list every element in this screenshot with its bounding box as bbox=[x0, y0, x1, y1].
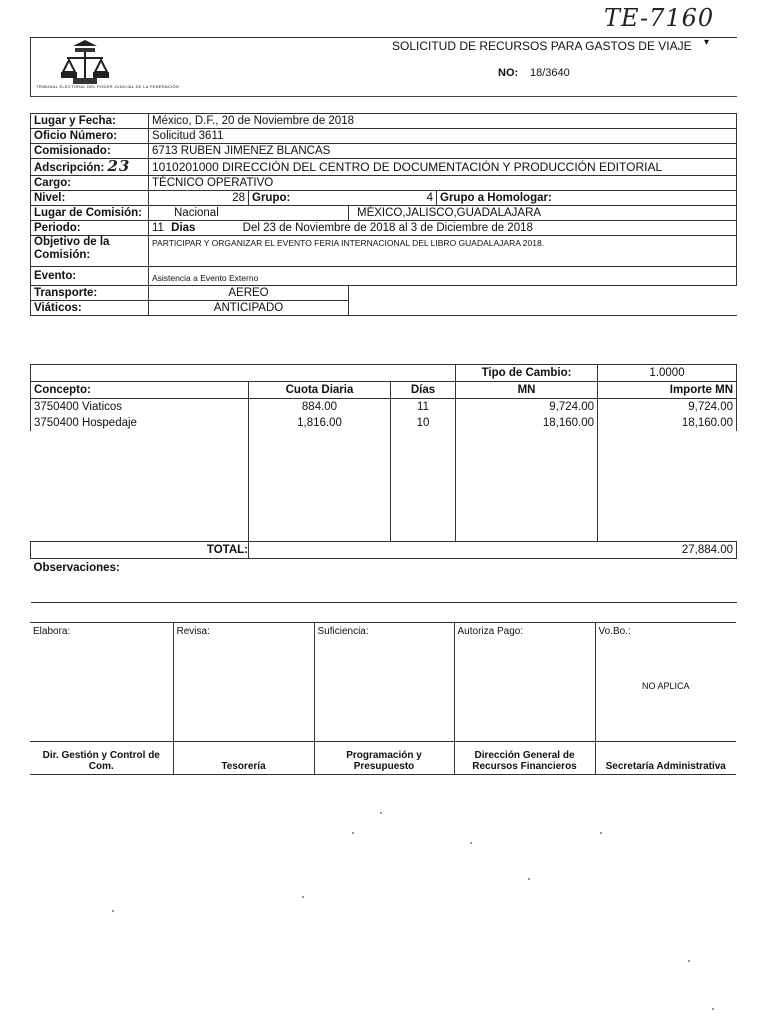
nivel-label: Nivel: bbox=[31, 191, 149, 206]
scan-speck bbox=[528, 878, 530, 880]
scan-speck bbox=[470, 842, 472, 844]
viaticos-blank bbox=[349, 301, 737, 316]
row-nivel bbox=[31, 191, 737, 206]
total-label: TOTAL: bbox=[31, 542, 249, 559]
grupo-homologar-label: Grupo a Homologar: bbox=[437, 191, 737, 206]
row-adscripcion bbox=[31, 159, 737, 176]
row-dias: 11 bbox=[391, 399, 456, 416]
comisionado-value: 6713 RUBEN JIMENEZ BLANCAS bbox=[149, 144, 737, 159]
exchange-rate-label: Tipo de Cambio: bbox=[456, 365, 598, 382]
evento-label: Evento: bbox=[31, 267, 149, 286]
row-oficio bbox=[31, 129, 737, 144]
viaticos-label: Viáticos: bbox=[31, 301, 149, 316]
exchange-rate-value: 1.0000 bbox=[598, 365, 737, 382]
row-viaticos bbox=[31, 301, 737, 316]
oficio-value: Solicitud 3611 bbox=[149, 129, 737, 144]
concepts-header-row bbox=[31, 382, 737, 399]
scan-speck bbox=[712, 1008, 714, 1010]
lugar-comision-value: Nacional bbox=[149, 206, 349, 221]
row-evento bbox=[31, 267, 737, 286]
periodo-days-label: Dias bbox=[171, 222, 196, 234]
nivel-value: 28 bbox=[149, 191, 249, 206]
signature-headers-row bbox=[30, 623, 736, 742]
lugar-fecha-label: Lugar y Fecha: bbox=[31, 114, 149, 129]
oficio-label: Oficio Número: bbox=[31, 129, 149, 144]
scan-speck bbox=[352, 832, 354, 834]
adscripcion-label: Adscripción: bbox=[34, 162, 105, 174]
row-mn: 18,160.00 bbox=[456, 415, 598, 431]
sig-elabora: Elabora: bbox=[30, 623, 173, 742]
sig-footer-programacion: Programación y Presupuesto bbox=[314, 742, 454, 775]
request-details-table bbox=[30, 113, 737, 316]
adscripcion-value: 1010201000 DIRECCIÓN DEL CENTRO DE DOCUMENTACIÓN Y PRODUCCIÓN EDITORIAL bbox=[149, 159, 737, 176]
sig-footer-gestion: Dir. Gestión y Control de Com. bbox=[30, 742, 173, 775]
comisionado-label: Comisionado: bbox=[31, 144, 149, 159]
row-mn: 9,724.00 bbox=[456, 399, 598, 416]
transporte-value: AEREO bbox=[149, 286, 349, 301]
objetivo-value: PARTICIPAR Y ORGANIZAR EL EVENTO FERIA INTERNACIONAL DEL LIBRO GUADALAJARA 2018. bbox=[149, 236, 737, 267]
row-concepto: 3750400 Hospedaje bbox=[31, 415, 249, 431]
sig-footer-secretaria: Secretaría Administrativa bbox=[595, 742, 736, 775]
total-row bbox=[31, 542, 737, 559]
row-comisionado bbox=[31, 144, 737, 159]
title-mark: ▾ bbox=[704, 37, 710, 48]
cargo-value: TÉCNICO OPERATIVO bbox=[149, 176, 737, 191]
lugar-comision-destination: MÉXICO,JALISCO,GUADALAJARA bbox=[349, 206, 737, 221]
signature-footers-row bbox=[30, 742, 736, 775]
objetivo-label-cell bbox=[31, 236, 149, 267]
adscripcion-handwritten-mark: 23 bbox=[107, 158, 131, 175]
observaciones-row bbox=[31, 559, 737, 603]
transporte-blank bbox=[349, 286, 737, 301]
scan-speck bbox=[380, 812, 382, 814]
observaciones-label: Observaciones: bbox=[31, 559, 737, 603]
grupo-value: 4 bbox=[349, 191, 437, 206]
periodo-range: Del 23 de Noviembre de 2018 al 3 de Diciembre de 2018 bbox=[242, 222, 533, 234]
scan-speck bbox=[302, 896, 304, 898]
scan-speck bbox=[688, 960, 690, 962]
table-row bbox=[31, 399, 737, 416]
sig-vobo: Vo.Bo.: bbox=[598, 626, 631, 637]
expense-concepts-table bbox=[30, 364, 737, 603]
periodo-days: 11 bbox=[152, 222, 164, 234]
periodo-label: Periodo: bbox=[31, 221, 149, 236]
objetivo-label-line1: Objetivo de la bbox=[34, 236, 110, 248]
adscripcion-cell bbox=[31, 159, 149, 176]
row-importe: 9,724.00 bbox=[598, 399, 737, 416]
cargo-label: Cargo: bbox=[31, 176, 149, 191]
row-cuota: 884.00 bbox=[249, 399, 391, 416]
row-cuota: 1,816.00 bbox=[249, 415, 391, 431]
sig-footer-tesoreria: Tesorería bbox=[173, 742, 314, 775]
row-periodo bbox=[31, 221, 737, 236]
signatures-table bbox=[30, 622, 736, 775]
total-value: 27,884.00 bbox=[249, 542, 737, 559]
lugar-fecha-value: México, D.F., 20 de Noviembre de 2018 bbox=[149, 114, 737, 129]
periodo-cell bbox=[149, 221, 737, 236]
document-title: SOLICITUD DE RECURSOS PARA GASTOS DE VIAJE bbox=[392, 39, 692, 53]
scan-speck bbox=[112, 910, 114, 912]
row-lugar-comision bbox=[31, 206, 737, 221]
header-importe-mn: Importe MN bbox=[598, 382, 737, 399]
row-lugar-fecha bbox=[31, 114, 737, 129]
lugar-comision-label: Lugar de Comisión: bbox=[31, 206, 149, 221]
request-number-value: 18/3640 bbox=[530, 67, 570, 79]
evento-value: Asistencia a Evento Externo bbox=[149, 267, 737, 286]
sig-autoriza-pago: Autoriza Pago: bbox=[454, 623, 595, 742]
header-concepto: Concepto: bbox=[31, 382, 249, 399]
request-number-label: NO: bbox=[498, 67, 519, 79]
handwritten-reference-code: TE-7160 bbox=[604, 4, 715, 32]
scan-speck bbox=[600, 832, 602, 834]
header-dias: Días bbox=[391, 382, 456, 399]
transporte-label: Transporte: bbox=[31, 286, 149, 301]
row-objetivo bbox=[31, 236, 737, 267]
header-cuota-diaria: Cuota Diaria bbox=[249, 382, 391, 399]
viaticos-value: ANTICIPADO bbox=[149, 301, 349, 316]
logo-caption: TRIBUNAL ELECTORAL DEL PODER JUDICIAL DE LA FEDERACIÓN bbox=[36, 84, 180, 89]
row-dias: 10 bbox=[391, 415, 456, 431]
grupo-label: Grupo: bbox=[252, 192, 291, 204]
grupo-cell bbox=[249, 191, 349, 206]
row-transporte bbox=[31, 286, 737, 301]
table-row bbox=[31, 415, 737, 431]
exchange-rate-blank bbox=[31, 365, 456, 382]
sig-revisa: Revisa: bbox=[173, 623, 314, 742]
concepts-empty-space bbox=[31, 431, 737, 542]
objetivo-label-line2: Comisión: bbox=[34, 249, 91, 261]
row-cargo bbox=[31, 176, 737, 191]
header-mn: MN bbox=[456, 382, 598, 399]
sig-suficiencia: Suficiencia: bbox=[314, 623, 454, 742]
sig-vobo-cell bbox=[595, 623, 736, 742]
row-concepto: 3750400 Viaticos bbox=[31, 399, 249, 416]
exchange-rate-row bbox=[31, 365, 737, 382]
row-importe: 18,160.00 bbox=[598, 415, 737, 431]
no-aplica-stamp: NO APLICA bbox=[641, 681, 690, 691]
sig-footer-recursos: Dirección General de Recursos Financieros bbox=[454, 742, 595, 775]
